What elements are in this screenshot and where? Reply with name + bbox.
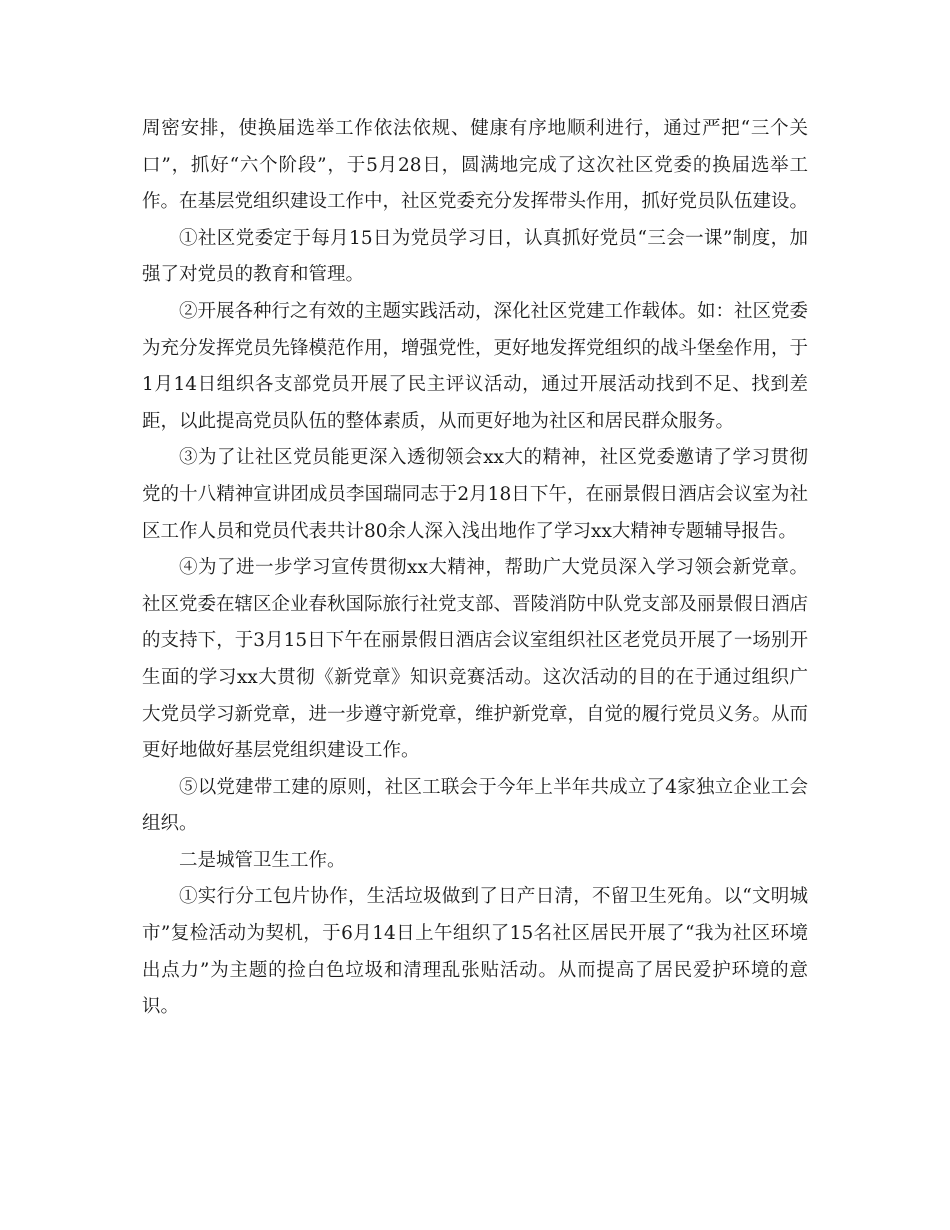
document-body	[142, 111, 808, 1026]
paragraph-theme-activities: ②开展各种行之有效的主题实践活动，深化社区党建工作载体。如：社区党委为充分发挥党员先锋模范作用，增强党性，更好地发挥党组织的战斗堡垒作用，于1月14日组织各支部党员开展了民主评议活动，通过开展活动找到不足、找到差距，以此提高党员队伍的整体素质，从而更好地为社区和居民群众服务。	[142, 300, 809, 432]
paragraph-trade-unions: ⑤以党建带工建的原则，社区工联会于今年上半年共成立了4家独立企业工会组织。	[142, 776, 808, 835]
section-heading-sanitation: 二是城管卫生工作。	[179, 849, 346, 871]
paragraph-lecture: ③为了让社区党员能更深入透彻领会xx大的精神，社区党委邀请了学习贯彻党的十八精神宣讲团成员李国瑞同志于2月18日下午，在丽景假日酒店会议室为社区工作人员和党员代表共计80余人深入浅出地作了学习xx大精神专题辅导报告。	[142, 447, 808, 542]
paragraph-election-continuation: 周密安排，使换届选举工作依法依规、健康有序地顺利进行，通过严把“三个关口”，抓好“六个阶段”，于5月28日，圆满地完成了这次社区党委的换届选举工作。在基层党组织建设工作中，社区党委充分发挥带头作用，抓好党员队伍建设。	[142, 118, 809, 213]
paragraph-sanitation-work: ①实行分工包片协作，生活垃圾做到了日产日清，不留卫生死角。以“文明城市”复检活动为契机，于6月14日上午组织了15名社区居民开展了“我为社区环境出点力”为主题的捡白色垃圾和清理乱张贴活动。从而提高了居民爱护环境的意识。	[142, 886, 808, 1018]
paragraph-party-charter-quiz: ④为了进一步学习宣传贯彻xx大精神，帮助广大党员深入学习领会新党章。社区党委在辖区企业春秋国际旅行社党支部、晋陵消防中队党支部及丽景假日酒店的支持下，于3月15日下午在丽景假日酒店会议室组织社区老党员开展了一场别开生面的学习xx大贯彻《新党章》知识竞赛活动。这次活动的目的在于通过组织广大党员学习新党章，进一步遵守新党章，维护新党章，自觉的履行党员义务。从而更好地做好基层党组织建设工作。	[142, 557, 809, 762]
paragraph-study-day: ①社区党委定于每月15日为党员学习日，认真抓好党员“三会一课”制度，加强了对党员的教育和管理。	[142, 227, 808, 286]
